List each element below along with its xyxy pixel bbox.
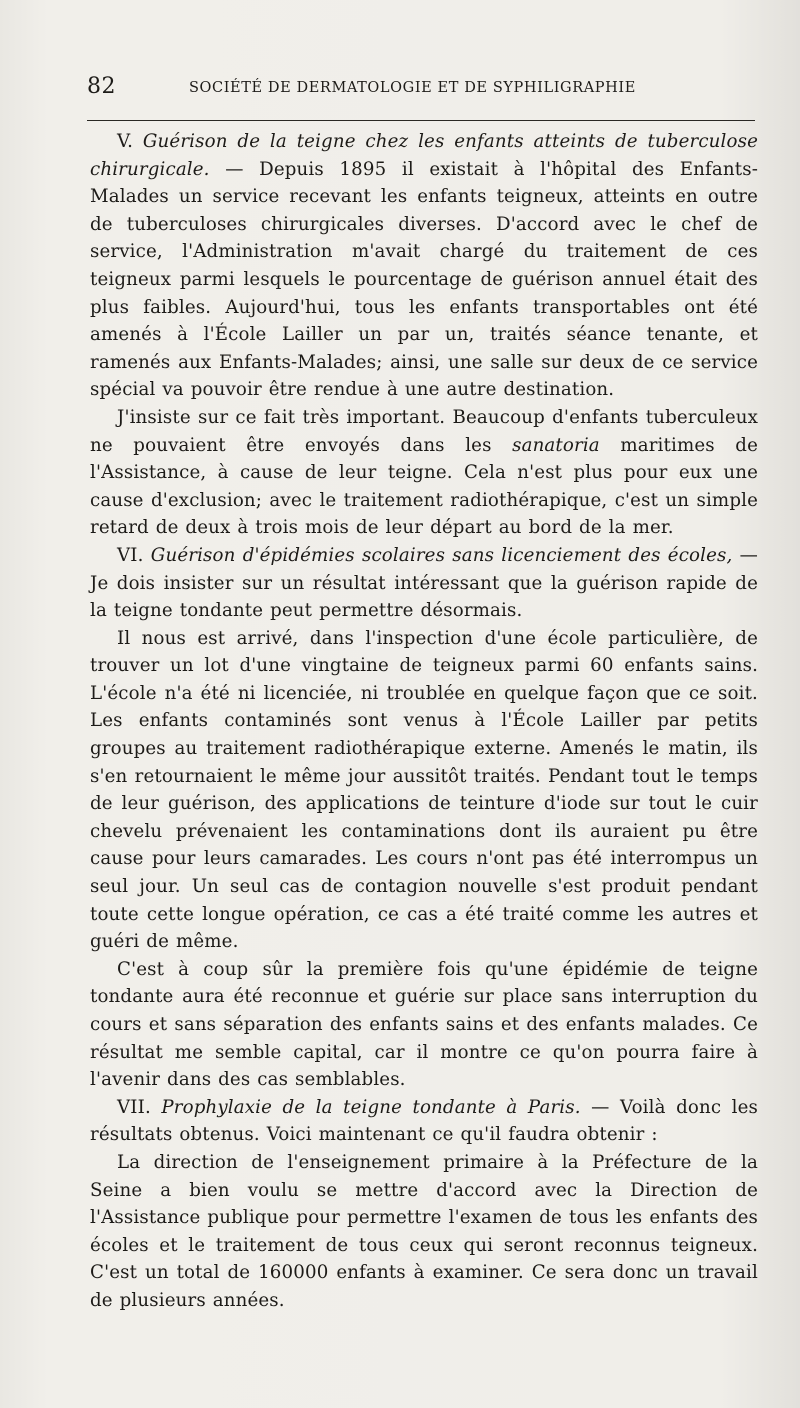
- section-vi-paragraph-3: C'est à coup sûr la première fois qu'une épidémie de teigne tondante aura été reconnue et guérie sur place sans interruption du cours et sans séparation des enfants sains et des enfants malades. Ce résultat me semble capital, car il montre ce qu'on pourra faire à l'avenir dans des cas semblables.: [90, 958, 758, 1091]
- section-vii-paragraph: [90, 1094, 758, 1149]
- section-vi-number: VI.: [117, 544, 144, 566]
- section-v-paragraph: [90, 128, 758, 404]
- section-v-text: — Depuis 1895 il existait à l'hôpital des Enfants-Malades un service recevant les enfants teigneux, atteints en outre de tuberculoses chirurgicales diverses. D'accord avec le chef de service, l'Administration m'avait chargé du traitement de ces teigneux parmi lesquels le pourcentage de guérison annuel était des plus faibles. Aujourd'hui, tous les enfants transportables ont été amenés à l'École Lailler un par un, traités séance tenante, et ramenés aux Enfants-Malades; ainsi, une salle sur deux de ce service spécial va pouvoir être rendue à une autre destination.: [90, 158, 758, 401]
- section-vii-paragraph-2: La direction de l'enseignement primaire à la Préfecture de la Seine a bien voulu se mettre d'accord avec la Direction de l'Assistance publique pour permettre l'examen de tous les enfants des écoles et le traitement de tous ceux qui seront reconnus teigneux. C'est un total de 160000 enfants à examiner. Ce sera donc un travail de plusieurs années.: [90, 1151, 758, 1311]
- section-v-p2-before: J'insiste sur ce fait très important. Beaucoup d'enfants tuberculeux ne pouvaient être envoyés dans les: [90, 406, 758, 456]
- section-vi-paragraph: [90, 542, 758, 625]
- section-vii-title: Prophylaxie de la teigne tondante à Paris.: [161, 1096, 581, 1118]
- section-v-title: Guérison de la teigne chez les enfants atteints de tuberculose chirurgicale.: [90, 131, 758, 180]
- page-header: [87, 74, 755, 108]
- section-vii-number: VII.: [117, 1096, 151, 1118]
- sanatoria-term: sanatoria: [512, 434, 600, 456]
- running-title: SOCIÉTÉ DE DERMATOLOGIE ET DE SYPHILIGRAPHIE: [189, 80, 636, 96]
- section-vi-text: — Je dois insister sur un résultat intéressant que la guérison rapide de la teigne tondante peut permettre désormais.: [90, 544, 759, 622]
- section-v-number: V.: [117, 131, 134, 152]
- page-body: [90, 128, 758, 1315]
- page-number: 82: [87, 74, 116, 99]
- section-vi-paragraph-2: Il nous est arrivé, dans l'inspection d'une école particulière, de trouver un lot d'une vingtaine de teigneux parmi 60 enfants sains. L'école n'a été ni licenciée, ni troublée en quelque façon que ce soit. Les enfants contaminés sont venus à l'École Lailler par petits groupes au traitement radiothérapique externe. Amenés le matin, ils s'en retournaient le même jour aussitôt traités. Pendant tout le temps de leur guérison, des applications de teinture d'iode sur tout le cuir chevelu prévenaient les contaminations dont ils auraient pu être cause pour leurs camarades. Les cours n'ont pas été interrompus un seul jour. Un seul cas de contagion nouvelle s'est produit pendant toute cette longue opération, ce cas a été traité comme les autres et guéri de même.: [90, 627, 758, 953]
- header-rule: [87, 120, 755, 121]
- section-v-p2-after: maritimes de l'Assistance, à cause de leur teigne. Cela n'est plus pour eux une cause d'exclusion; avec le traitement radiothérapique, c'est un simple retard de deux à trois mois de leur départ au bord de la mer.: [90, 434, 758, 539]
- section-vii-text: — Voilà donc les résultats obtenus. Voici maintenant ce qu'il faudra obtenir :: [90, 1096, 759, 1146]
- section-vi-title: Guérison d'épidémies scolaires sans licenciement des écoles,: [150, 544, 733, 566]
- section-v-paragraph-2: [90, 404, 758, 542]
